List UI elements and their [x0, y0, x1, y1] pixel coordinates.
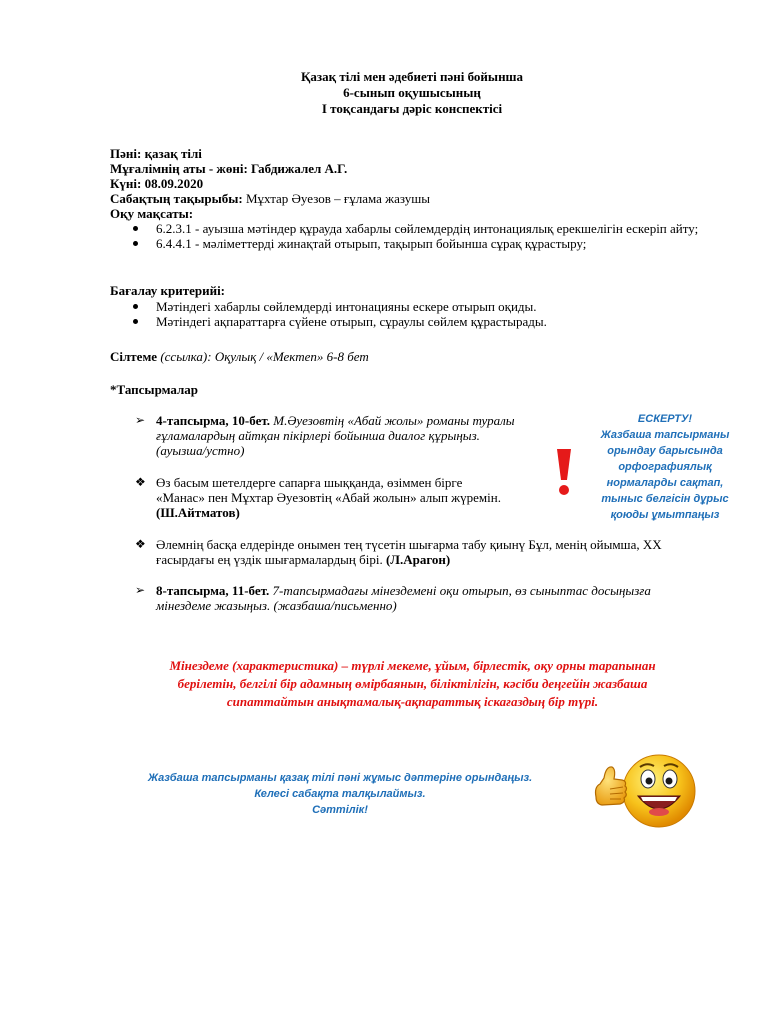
- arrow-bullet-icon: ➢: [135, 413, 146, 427]
- list-item: 6.2.3.1 - ауызша мәтіндер құрауда хабарлы сөйлемдердің интонациялық ерекшелігін ескеріп айту;: [110, 221, 710, 236]
- goal-list: [110, 221, 710, 251]
- note-title: ЕСКЕРТУ!: [637, 413, 693, 425]
- warning-note: ЕСКЕРТУ! Жазбаша тапсырманы орындау барысында орфографиялық нормаларды сақтап, тыныс белгісін дұрыс қоюды ұмытпаңыз: [590, 411, 740, 523]
- task-4: ➢ 4-тапсырма, 10-бет. М.Әуезовтің «Абай жолы» романы туралы ғұламалардың айтқан пікірлері бойынша диалог құрыңыз. (ауызша/устно): [135, 413, 515, 458]
- quote-aragon: ❖ Әлемнің басқа елдерінде онымен тең түсетін шығарма табу қиынү Бұл, менің ойымша, ХХ ғасырдағы ең үздік шығармалардың бірі. (Л.Арагон): [135, 537, 662, 567]
- teacher-line: Мұғалімнің аты - жөні: Габдижалел А.Г.: [110, 161, 348, 176]
- title-line-2: 6-сынып оқушысының: [343, 85, 481, 100]
- reference-label: Сілтеме: [110, 349, 158, 364]
- subject-line: Пәні: қазақ тілі: [110, 146, 202, 161]
- lesson-info: [110, 146, 710, 251]
- criteria-label: Бағалау критерийі:: [110, 283, 226, 298]
- diamond-bullet-icon: ❖: [135, 537, 146, 551]
- list-item: 6.4.4.1 - мәліметтерді жинақтай отырып, тақырып бойынша сұрақ құрастыру;: [110, 236, 710, 251]
- reference-line: [110, 349, 369, 364]
- smiley-thumbs-up-icon: [588, 752, 698, 832]
- definition-text: Мінездеме (характеристика) – түрлі мекеме, ұйым, бірлестік, оқу орны тарапынан берілетін, белгілі бір адамның өмірбаянын, біліктілігін, кәсіби деңгейін жазбаша сипаттайтын анықтамалық-ақпараттық іскағаздың бір түрі.: [169, 658, 656, 709]
- task-8: ➢ 8-тапсырма, 11-бет. 7-тапсырмадағы мінездемені оқи отырып, өз сыныптас досыңызға мінездеме жазыңыз. (жазбаша/письменно): [135, 583, 651, 613]
- homework-note: Жазбаша тапсырманы қазақ тілі пәні жұмыс дәптеріне орындаңыз. Келесі сабақта талқылаймыз. Сәттілік!: [147, 772, 533, 816]
- bullet-icon: [133, 319, 138, 324]
- bullet-icon: [133, 304, 138, 309]
- bullet-icon: [133, 226, 138, 231]
- quote-aitmatov: ❖ Өз басым шетелдерге сапарға шыққанда, өзіммен бірге «Манас» пен Мұхтар Әуезовтің «Абай жолын» алып жүремін. (Ш.Айтматов): [135, 475, 501, 520]
- bullet-icon: [133, 241, 138, 246]
- title-line-1: Қазақ тілі мен әдебиеті пәні бойынша: [300, 69, 524, 84]
- criteria-section: [110, 283, 710, 329]
- list-item: Мәтіндегі ақпараттарға сүйене отырып, сұраулы сөйлем құрастырады.: [110, 314, 710, 329]
- topic-line: [110, 191, 710, 206]
- diamond-bullet-icon: ❖: [135, 475, 146, 489]
- topic-value: Мұхтар Әуезов – ғұлама жазушы: [242, 191, 430, 206]
- title-line-3: І тоқсандағы дәріс конспектісі: [321, 101, 503, 116]
- goal-label: Оқу мақсаты:: [110, 206, 194, 221]
- tasks-heading: *Тапсырмалар: [110, 382, 199, 397]
- topic-label: Сабақтың тақырыбы:: [110, 191, 243, 206]
- criteria-list: [110, 299, 710, 329]
- list-item: Мәтіндегі хабарлы сөйлемдерді интонацияны ескере отырып оқиды.: [110, 299, 710, 314]
- reference-text: (ссылка): Оқулық / «Мектеп» 6-8 бет: [157, 349, 369, 364]
- date-line: Күні: 08.09.2020: [110, 176, 204, 191]
- arrow-bullet-icon: ➢: [135, 583, 146, 597]
- document-title: [110, 69, 714, 117]
